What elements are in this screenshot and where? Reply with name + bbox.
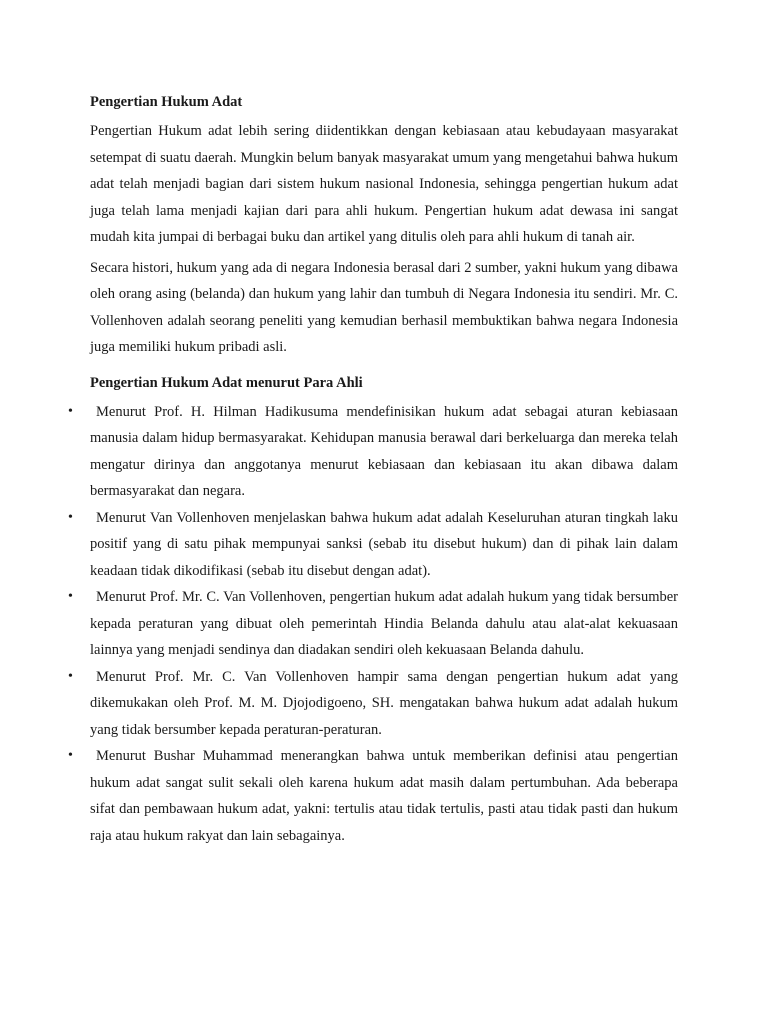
bullet-icon: • (68, 509, 73, 525)
list-item-text: Menurut Bushar Muhammad menerangkan bahwa untuk memberikan definisi atau pengertian hukum adat sangat sulit sekali oleh karena hukum adat masih dalam pertumbuhan. Ada beberapa sifat dan pembawaan hukum adat, yakni: tertulis atau tidak tertulis, pasti atau tidak pasti dan hukum raja atau hukum rakyat dan lain sebagainya. (90, 748, 678, 844)
list-item (68, 505, 678, 585)
list-item (68, 399, 678, 505)
bullet-icon: • (68, 589, 73, 604)
document-body (68, 92, 678, 849)
list-item (68, 743, 678, 849)
list-item (68, 584, 678, 664)
list-item-text: Menurut Van Vollenhoven menjelaskan bahwa hukum adat adalah Keseluruhan aturan tingkah laku positif yang di satu pihak mempunyai sanksi (sebab itu disebut hukum) dan di pihak lain dalam keadaan tidak dikodifikasi (sebab itu disebut dengan adat). (90, 509, 678, 579)
paragraph-1: Pengertian Hukum adat lebih sering diidentikkan dengan kebiasaan atau kebudayaan masyarakat setempat di suatu daerah. Mungkin belum banyak masyarakat umum yang mengetahui bahwa hukum adat telah menjadi bagian dari sistem hukum nasional Indonesia, sehingga pengertian hukum adat juga telah lama menjadi kajian dari para ahli hukum. Pengertian hukum adat dewasa ini sangat mudah kita jumpai di berbagai buku dan artikel yang ditulis oleh para ahli hukum di tanah air. (90, 123, 678, 245)
expert-definitions-list (68, 399, 678, 850)
list-item-text: Menurut Prof. H. Hilman Hadikusuma mendefinisikan hukum adat sebagai aturan kebiasaan manusia dalam hidup bermasyarakat. Kehidupan manusia berawal dari berkeluarga dan mereka telah mengatur dirinya dan anggotanya menurut kebiasaan dan kebiasaan itu akan dibawa dalam bermasyarakat dan negara. (90, 403, 678, 499)
section-heading-para-ahli: Pengertian Hukum Adat menurut Para Ahli (90, 374, 363, 391)
bullet-icon: • (68, 748, 73, 763)
paragraph-2: Secara histori, hukum yang ada di negara Indonesia berasal dari 2 sumber, yakni hukum yang dibawa oleh orang asing (belanda) dan hukum yang lahir dan tumbuh di Negara Indonesia itu sendiri. Mr. C. Vollenhoven adalah seorang peneliti yang kemudian berhasil membuktikan bahwa negara Indonesia juga memiliki hukum pribadi asli. (90, 259, 678, 355)
list-item (68, 664, 678, 744)
bullet-icon: • (68, 403, 73, 419)
list-item-text: Menurut Prof. Mr. C. Van Vollenhoven hampir sama dengan pengertian hukum adat yang dikemukakan oleh Prof. M. M. Djojodigoeno, SH. mengatakan bahwa hukum adat adalah hukum yang tidak bersumber kepada peraturan-peraturan. (90, 668, 678, 738)
bullet-icon: • (68, 668, 73, 684)
section-heading-pengertian: Pengertian Hukum Adat (90, 94, 243, 110)
list-item-text: Menurut Prof. Mr. C. Van Vollenhoven, pengertian hukum adat adalah hukum yang tidak bersumber kepada peraturan yang dibuat oleh pemerintah Hindia Belanda dahulu atau alat-alat kekuasaan lainnya yang menjadi sendinya dan diadakan sendiri oleh kekuasaan Belanda dahulu. (90, 589, 678, 658)
